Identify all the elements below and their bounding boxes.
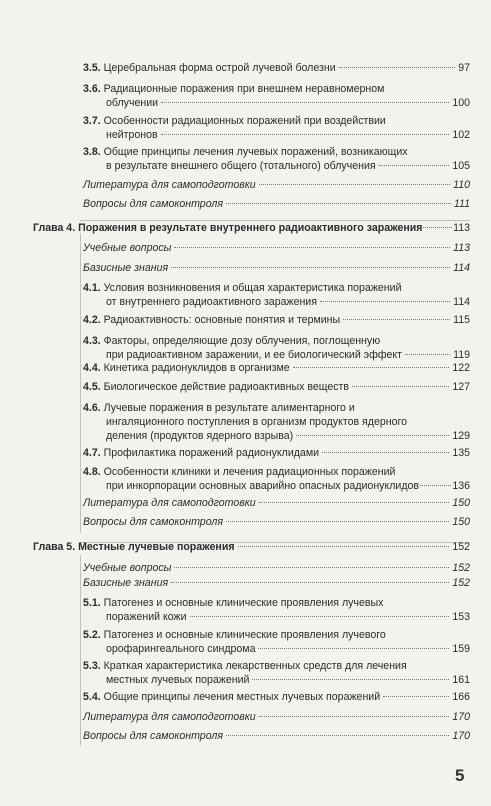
toc-entry-literature[interactable] — [83, 496, 470, 510]
page-number: 150 — [452, 516, 470, 528]
leader-dots — [322, 452, 449, 453]
entry-title-cont: от внутреннего радиоактивного заражения — [106, 296, 317, 308]
page-folio: 5 — [455, 766, 465, 785]
leader-dots — [252, 679, 449, 680]
leader-dots — [226, 203, 451, 204]
toc-entry-3-6[interactable] — [83, 82, 470, 110]
section-number: 5.3. — [83, 660, 101, 672]
page-number: 113 — [453, 222, 470, 234]
entry-title: Вопросы для самоконтроля — [83, 516, 223, 528]
page-number: 152 — [452, 577, 470, 589]
page-number: 97 — [458, 62, 470, 74]
page-number: 113 — [453, 242, 470, 254]
leader-dots — [171, 582, 449, 583]
leader-dots — [343, 319, 450, 320]
leader-dots — [226, 735, 449, 736]
entry-title: Базисные знания — [83, 577, 169, 589]
page-number: 152 — [452, 541, 470, 553]
entry-title: Учебные вопросы — [83, 242, 172, 254]
toc-entry-4-5[interactable] — [83, 380, 470, 394]
leader-dots — [259, 716, 450, 717]
section-number: 5.2. — [83, 629, 101, 641]
entry-title: Литература для самоподготовки — [83, 497, 256, 509]
entry-title: Особенности клиники и лечения радиационных поражений — [103, 466, 396, 478]
toc-entry-5-4[interactable] — [83, 690, 470, 704]
leader-dots — [339, 67, 456, 68]
entry-title: Особенности радиационных поражений при воздействии — [103, 115, 386, 127]
leader-dots — [226, 521, 449, 522]
entry-title: Общие принципы лечения лучевых поражений, возникающих — [103, 146, 408, 158]
toc-entry-4-2[interactable] — [83, 313, 470, 327]
leader-dots — [383, 696, 449, 697]
leader-dots — [320, 301, 450, 302]
entry-title: Лучевые поражения в результате алиментарного и — [103, 402, 355, 414]
section-number: 3.8. — [83, 146, 101, 158]
toc-entry-basic-knowledge[interactable] — [83, 576, 470, 590]
entry-title: Краткая характеристика лекарственных средств для лечения — [103, 660, 407, 672]
entry-title-cont: облучении — [106, 97, 159, 109]
leader-dots — [352, 386, 449, 387]
page-number: 170 — [452, 711, 470, 723]
section-number: 3.6. — [83, 83, 101, 95]
leader-dots — [238, 546, 450, 547]
page-number: 153 — [452, 611, 470, 623]
toc-chapter-5[interactable] — [33, 540, 470, 554]
entry-title: Профилактика поражений радионуклидами — [103, 447, 320, 459]
entry-title: Общие принципы лечения местных лучевых поражений — [103, 691, 381, 703]
entry-title: Литература для самоподготовки — [83, 179, 256, 191]
entry-title: Патогенез и основные клинические проявления лучевого — [103, 629, 386, 641]
entry-title-cont: нейтронов — [106, 129, 158, 141]
page-number: 136 — [452, 480, 470, 492]
leader-dots — [161, 102, 449, 103]
section-number: 4.7. — [83, 447, 101, 459]
leader-dots — [259, 184, 450, 185]
entry-title: Литература для самоподготовки — [83, 711, 256, 723]
toc-entry-5-3[interactable] — [83, 659, 470, 687]
entry-title-cont: поражений кожи — [106, 611, 187, 623]
toc-entry-4-3[interactable] — [83, 334, 470, 362]
page-number: 111 — [453, 198, 470, 210]
chapter-title: Глава 5. Местные лучевые поражения — [33, 541, 235, 553]
entry-title: Радиационные поражения при внешнем неравномерном — [103, 83, 385, 95]
toc-entry-questions[interactable] — [83, 515, 470, 529]
entry-title: Учебные вопросы — [83, 562, 172, 574]
entry-title-cont: местных лучевых поражений — [106, 674, 250, 686]
toc-entry-study-questions[interactable] — [83, 561, 470, 575]
page-number: 122 — [452, 362, 470, 374]
chapter-title: Глава 4. Поражения в результате внутреннего радиоактивного заражения — [33, 222, 423, 234]
page-number: 102 — [452, 129, 470, 141]
entry-title-cont: ингаляционного поступления в организм продуктов ядерного — [106, 416, 408, 428]
entry-title: Факторы, определяющие дозу облучения, поглощенную — [103, 335, 381, 347]
leader-dots — [174, 247, 450, 248]
page-number: 152 — [452, 562, 470, 574]
toc-entry-4-7[interactable] — [83, 446, 470, 460]
entry-title: Патогенез и основные клинические проявления лучевых — [103, 597, 384, 609]
entry-title: Вопросы для самоконтроля — [83, 730, 223, 742]
section-number: 3.5. — [83, 62, 101, 74]
entry-title: Базисные знания — [83, 262, 169, 274]
page-number: 135 — [452, 447, 470, 459]
entry-title-cont: орофарингеального синдрома — [106, 643, 256, 655]
leader-dots — [258, 648, 449, 649]
leader-dots — [171, 267, 450, 268]
toc-entry-4-4[interactable] — [83, 361, 470, 375]
leader-dots — [259, 502, 450, 503]
entry-title-cont: в результате внешнего общего (тотального) облучения — [106, 160, 376, 172]
section-number: 4.1. — [83, 282, 101, 294]
leader-dots — [405, 354, 450, 355]
toc-entry-questions[interactable] — [83, 729, 470, 743]
section-number: 4.4. — [83, 362, 101, 374]
entry-title: Вопросы для самоконтроля — [83, 198, 223, 210]
toc-entry-3-7[interactable] — [83, 114, 470, 142]
toc-entry-4-8[interactable] — [83, 465, 470, 493]
page-number: 110 — [453, 179, 470, 191]
section-number: 4.2. — [83, 314, 101, 326]
leader-dots — [296, 435, 449, 436]
entry-title: Биологическое действие радиоактивных веществ — [103, 381, 350, 393]
entry-title-cont: при инкорпорации основных аварийно опасных радионуклидов — [106, 480, 420, 492]
toc-entry-literature[interactable] — [83, 710, 470, 724]
leader-dots — [161, 134, 450, 135]
section-number: 4.5. — [83, 381, 101, 393]
toc-chapter-4[interactable] — [33, 221, 470, 235]
toc-entry-literature[interactable] — [83, 178, 470, 192]
toc-entry-5-1[interactable] — [83, 596, 470, 624]
toc-entry-3-8[interactable] — [83, 145, 470, 173]
toc-entry-basic-knowledge[interactable] — [83, 261, 470, 275]
page-number: 114 — [453, 262, 470, 274]
page-number: 129 — [452, 430, 470, 442]
page-number: 119 — [453, 349, 470, 361]
section-number: 4.3. — [83, 335, 101, 347]
toc-entry-study-questions[interactable] — [83, 241, 470, 255]
page-number: 159 — [452, 643, 470, 655]
section-number: 4.6. — [83, 402, 101, 414]
page-number: 170 — [452, 730, 470, 742]
entry-title: Условия возникновения и общая характеристика поражений — [103, 282, 402, 294]
leader-dots — [423, 227, 452, 228]
page-number: 100 — [452, 97, 470, 109]
section-number: 5.4. — [83, 691, 101, 703]
entry-title-cont: деления (продуктов ядерного взрыва) — [106, 430, 294, 442]
page-number: 166 — [452, 691, 470, 703]
section-number: 5.1. — [83, 597, 101, 609]
chapter-4-bracket — [80, 233, 81, 533]
entry-title: Церебральная форма острой лучевой болезни — [103, 62, 336, 74]
section-number: 4.8. — [83, 466, 101, 478]
page-number: 161 — [452, 674, 470, 686]
toc-entry-4-6[interactable] — [83, 401, 470, 443]
toc-entry-3-5[interactable] — [83, 61, 470, 75]
leader-dots — [379, 165, 450, 166]
entry-title: Радиоактивность: основные понятия и термины — [103, 314, 341, 326]
toc-entry-5-2[interactable] — [83, 628, 470, 656]
toc-entry-questions[interactable] — [83, 197, 470, 211]
page-number: 115 — [453, 314, 470, 326]
toc-entry-4-1[interactable] — [83, 281, 470, 309]
entry-title: Кинетика радионуклидов в организме — [103, 362, 290, 374]
page-number: 114 — [453, 296, 470, 308]
chapter-5-bracket — [80, 555, 81, 745]
leader-dots — [420, 485, 451, 486]
page-number: 105 — [452, 160, 470, 172]
page-number: 127 — [452, 381, 470, 393]
leader-dots — [190, 616, 450, 617]
section-number: 3.7. — [83, 115, 101, 127]
leader-dots — [174, 567, 449, 568]
entry-title-cont: при радиоактивном заражении, и ее биологический эффект — [106, 349, 403, 361]
leader-dots — [293, 367, 450, 368]
page-number: 150 — [452, 497, 470, 509]
